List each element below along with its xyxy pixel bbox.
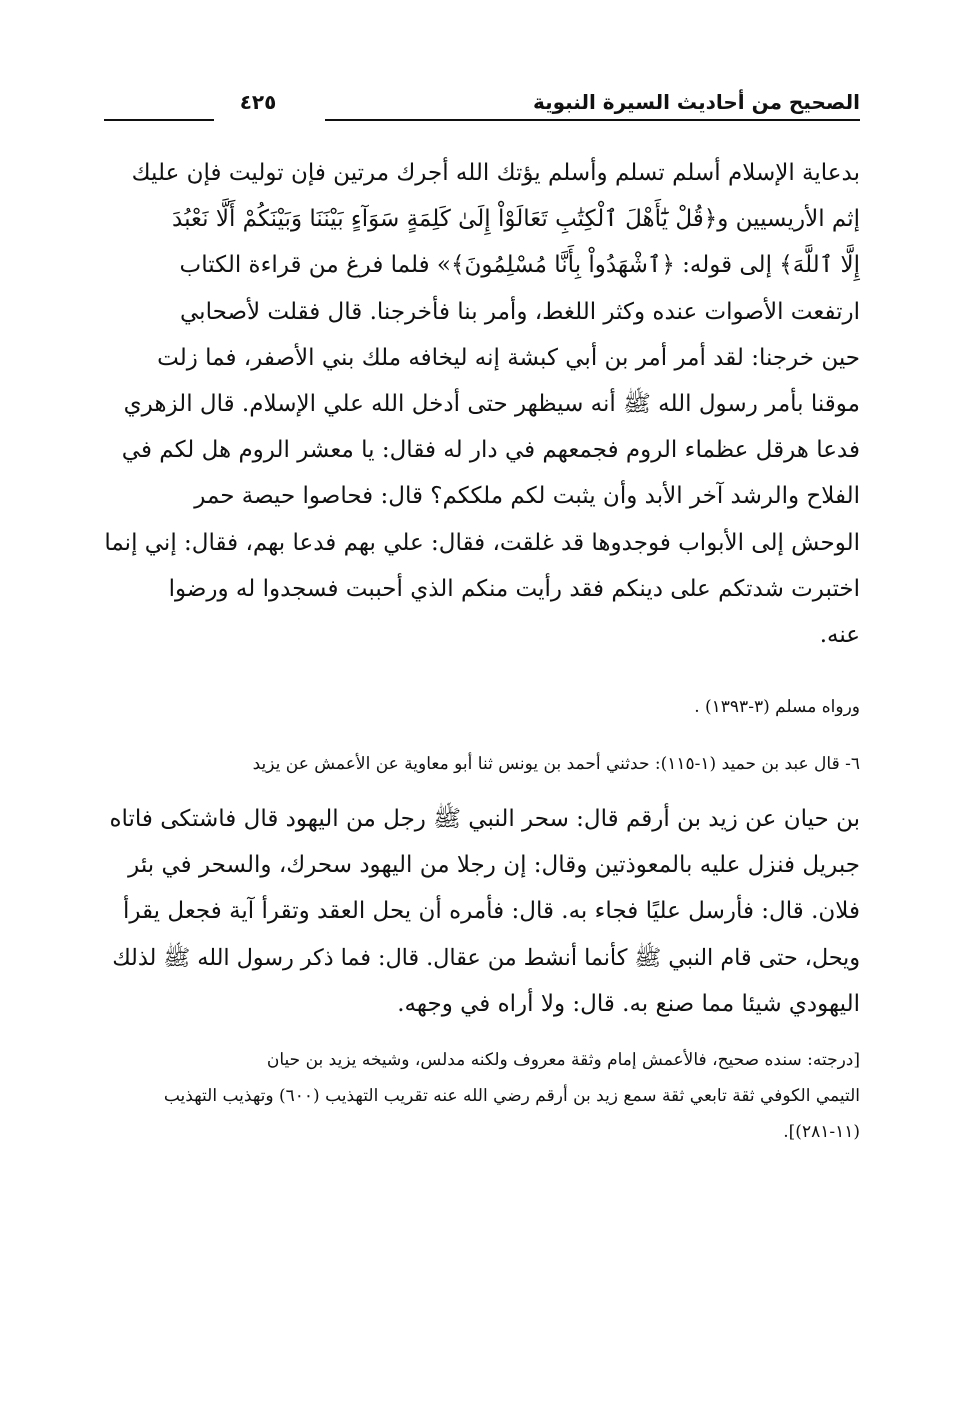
text-line: إِلَّا ٱللَّهَ﴾ إلى قوله: ﴿ٱشْهَدُواْ بِأَنَّا مُسْلِمُونَ﴾» فلما فرغ من قراءة الكتاب — [179, 252, 860, 279]
hadith-matn — [104, 796, 860, 1027]
text-line: إثم الأريسيين و﴿قُلْ يَٰٓأَهْلَ ٱلْكِتَٰبِ تَعَالَوْاْ إِلَىٰ كَلِمَةٍ سَوَآءٍ بَيْنَنَا وَبَيْنَكُمْ أَلَّا نَعْبُدَ — [172, 206, 860, 233]
text-line: ارتفعت الأصوات عنده وكثر اللغط، وأمر بنا فأخرجنا. قال فقلت لأصحابي — [180, 298, 860, 325]
book-title: الصحيح من أحاديث السيرة النبوية — [532, 90, 860, 114]
grading-note — [104, 1042, 860, 1150]
header-rule-short — [104, 119, 214, 121]
text-line: فلان. قال: فأرسل عليًا فجاء به. قال: فأمره أن يحل العقد وتقرأ آية فجعل يقرأ — [122, 898, 860, 925]
running-header — [104, 88, 860, 122]
isnad-line: ٦- قال عبد بن حميد (١-١١٥): حدثني أحمد بن يونس ثنا أبو معاوية عن الأعمش عن يزيد — [252, 754, 860, 774]
text-line: بن حيان عن زيد بن أرقم قال: سحر النبي ﷺ رجل من اليهود قال فاشتكى فاتاه — [109, 806, 860, 832]
text-line: جبريل فنزل عليه بالمعوذتين وقال: إن رجلا من اليهود سحرك، والسحر في بئر — [128, 852, 860, 879]
header-rule-long — [325, 119, 860, 121]
grading-line: [درجته: سنده صحيح، فالأعمش إمام وثقة معروف ولكنه مدلس، وشيخه يزيد بن حيان — [266, 1050, 860, 1070]
text-line: موقنا بأمر رسول الله ﷺ أنه سيظهر حتى أدخل الله علي الإسلام. قال الزهري — [123, 391, 860, 418]
text-line: اليهودي شيئا مما صنع به. قال: ولا أراه في وجهه. — [397, 990, 860, 1017]
text-line: عنه. — [819, 622, 860, 649]
text-line: فدعا هرقل عظماء الروم فجمعهم في دار له فقال: يا معشر الروم هل لكم في — [121, 437, 860, 464]
text-line: حين خرجنا: لقد أمر أمر بن أبي كبشة إنه ليخافه ملك بني الأصفر، فما زلت — [157, 344, 860, 371]
muslim-reference: ورواه مسلم (٣-١٣٩٣) . — [694, 697, 860, 717]
text-line: اختبرت شدتكم على دينكم فقد رأيت منكم الذي أحببت فسجدوا له ورضوا — [168, 575, 860, 602]
hadith-isnad — [104, 748, 860, 780]
text-line: الوحش إلى الأبواب فوجدوها قد غلقت، فقال: علي بهم فدعا بهم، فقال: إني إنما — [104, 529, 860, 556]
main-narration — [104, 150, 860, 658]
grading-line: (١١-٢٨١)]. — [783, 1122, 860, 1142]
text-line: ويحل، حتى قام النبي ﷺ كأنما أنشط من عقال. قال: فما ذكر رسول الله ﷺ لذلك — [112, 944, 860, 971]
text-line: الفلاح والرشد آخر الأبد وأن يثبت لكم ملككم؟ قال: فحاصوا حيصة حمر — [194, 483, 860, 510]
grading-line: التيمي الكوفي ثقة تابعي ثقة سمع زيد بن أرقم رضي الله عنه تقريب التهذيب (٦٠٠) وتهذيب التهذيب — [163, 1086, 860, 1106]
page-number: ٤٢٥ — [239, 90, 277, 114]
text-line: بدعاية الإسلام أسلم تسلم وأسلم يؤتك الله أجرك مرتين فإن توليت فإن عليك — [131, 160, 860, 186]
